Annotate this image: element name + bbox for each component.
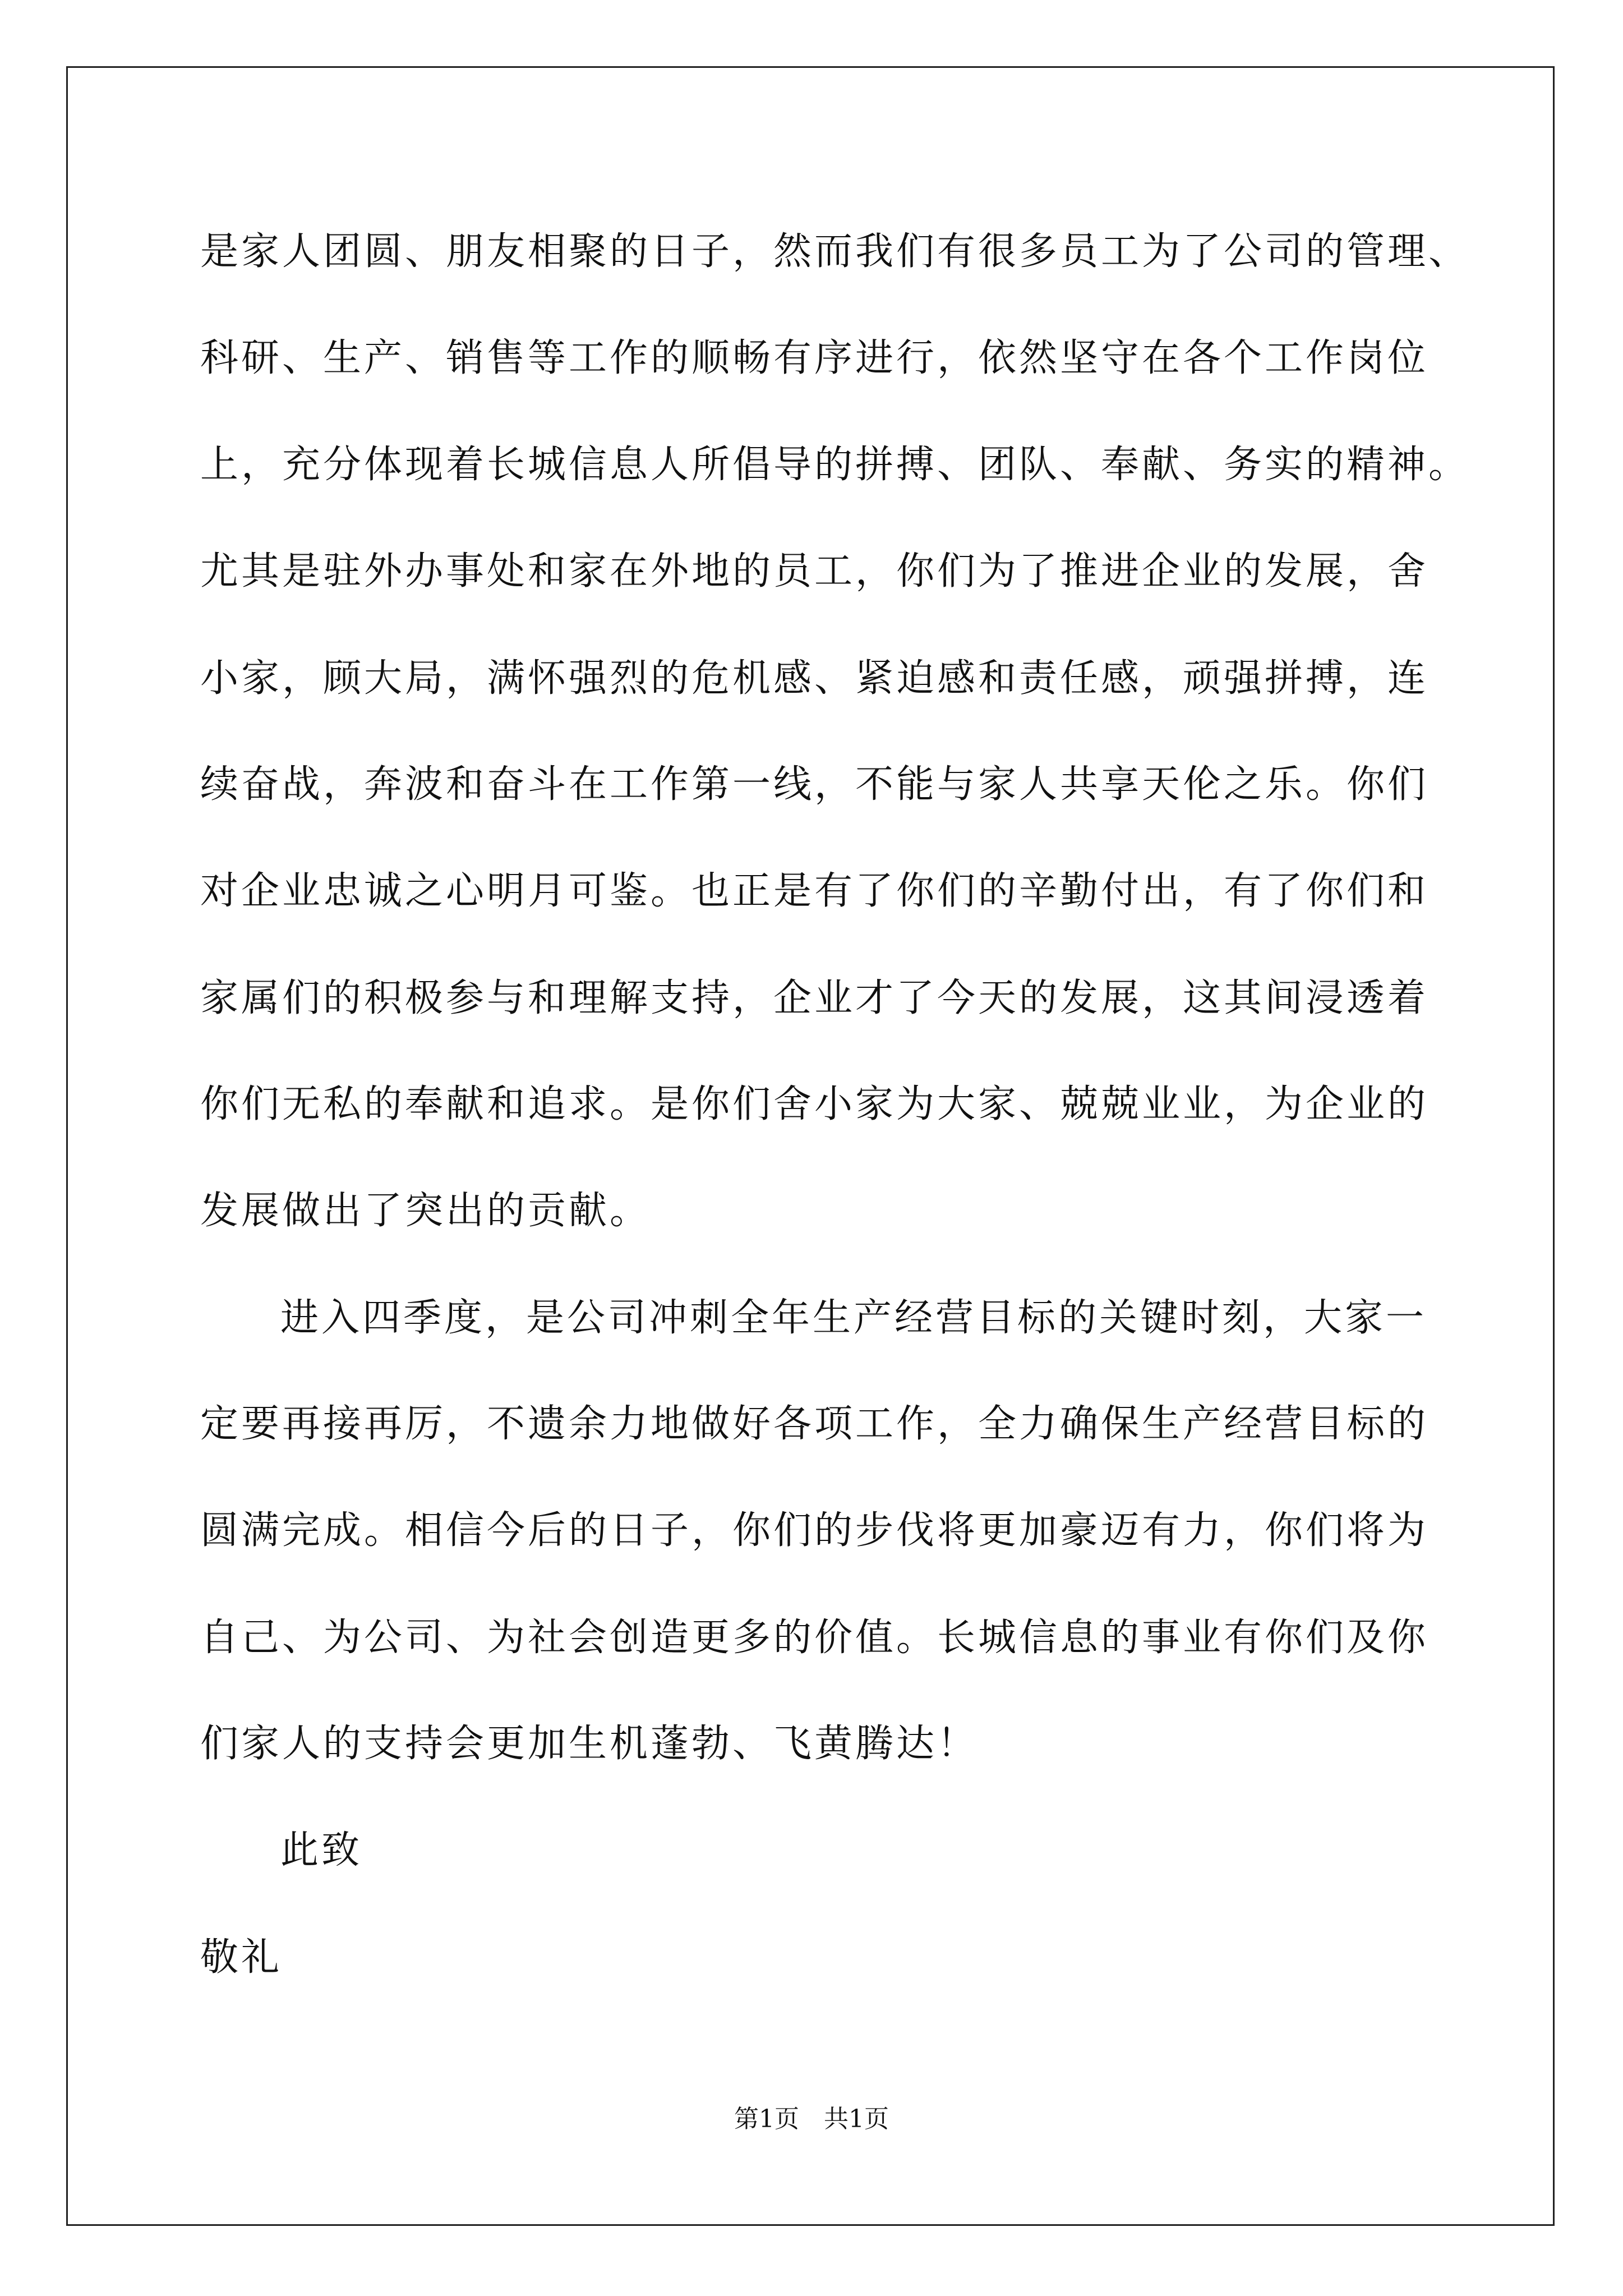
body-line-12: 定要再接再厉，不遗余力地做好各项工作，全力确保生产经营目标的 xyxy=(200,1402,1429,1446)
closing-salutation: 此致 xyxy=(280,1828,363,1872)
body-line-10: 发展做出了突出的贡献。 xyxy=(200,1189,651,1233)
body-line-2: 科研、生产、销售等工作的顺畅有序进行，依然坚守在各个工作岗位 xyxy=(200,336,1429,380)
body-line-13: 圆满完成。相信今后的日子，你们的步伐将更加豪迈有力，你们将为 xyxy=(200,1508,1429,1553)
body-line-11: 进入四季度，是公司冲刺全年生产经营目标的关键时刻，大家一 xyxy=(280,1296,1427,1340)
body-line-3: 上，充分体现着长城信息人所倡导的拼搏、团队、奉献、务实的精神。 xyxy=(200,443,1470,487)
body-line-9: 你们无私的奉献和追求。是你们舍小家为大家、兢兢业业，为企业的 xyxy=(200,1082,1429,1126)
body-line-15: 们家人的支持会更加生机蓬勃、飞黄腾达！ xyxy=(200,1722,979,1766)
body-line-14: 自己、为公司、为社会创造更多的价值。长城信息的事业有你们及你 xyxy=(200,1616,1429,1660)
page-number-footer: 第1页 共1页 xyxy=(734,2105,889,2133)
body-line-5: 小家，顾大局，满怀强烈的危机感、紧迫感和责任感，顽强拼搏，连 xyxy=(200,656,1429,701)
closing-regards: 敬礼 xyxy=(200,1935,283,1980)
body-line-4: 尤其是驻外办事处和家在外地的员工，你们为了推进企业的发展，舍 xyxy=(200,549,1429,593)
body-line-8: 家属们的积极参与和理解支持，企业才了今天的发展，这其间浸透着 xyxy=(200,976,1429,1020)
body-line-7: 对企业忠诚之心明月可鉴。也正是有了你们的辛勤付出，有了你们和 xyxy=(200,869,1429,913)
page-frame xyxy=(66,66,1555,2226)
body-line-1: 是家人团圆、朋友相聚的日子，然而我们有很多员工为了公司的管理、 xyxy=(200,229,1470,274)
body-line-6: 续奋战，奔波和奋斗在工作第一线，不能与家人共享天伦之乐。你们 xyxy=(200,762,1429,807)
